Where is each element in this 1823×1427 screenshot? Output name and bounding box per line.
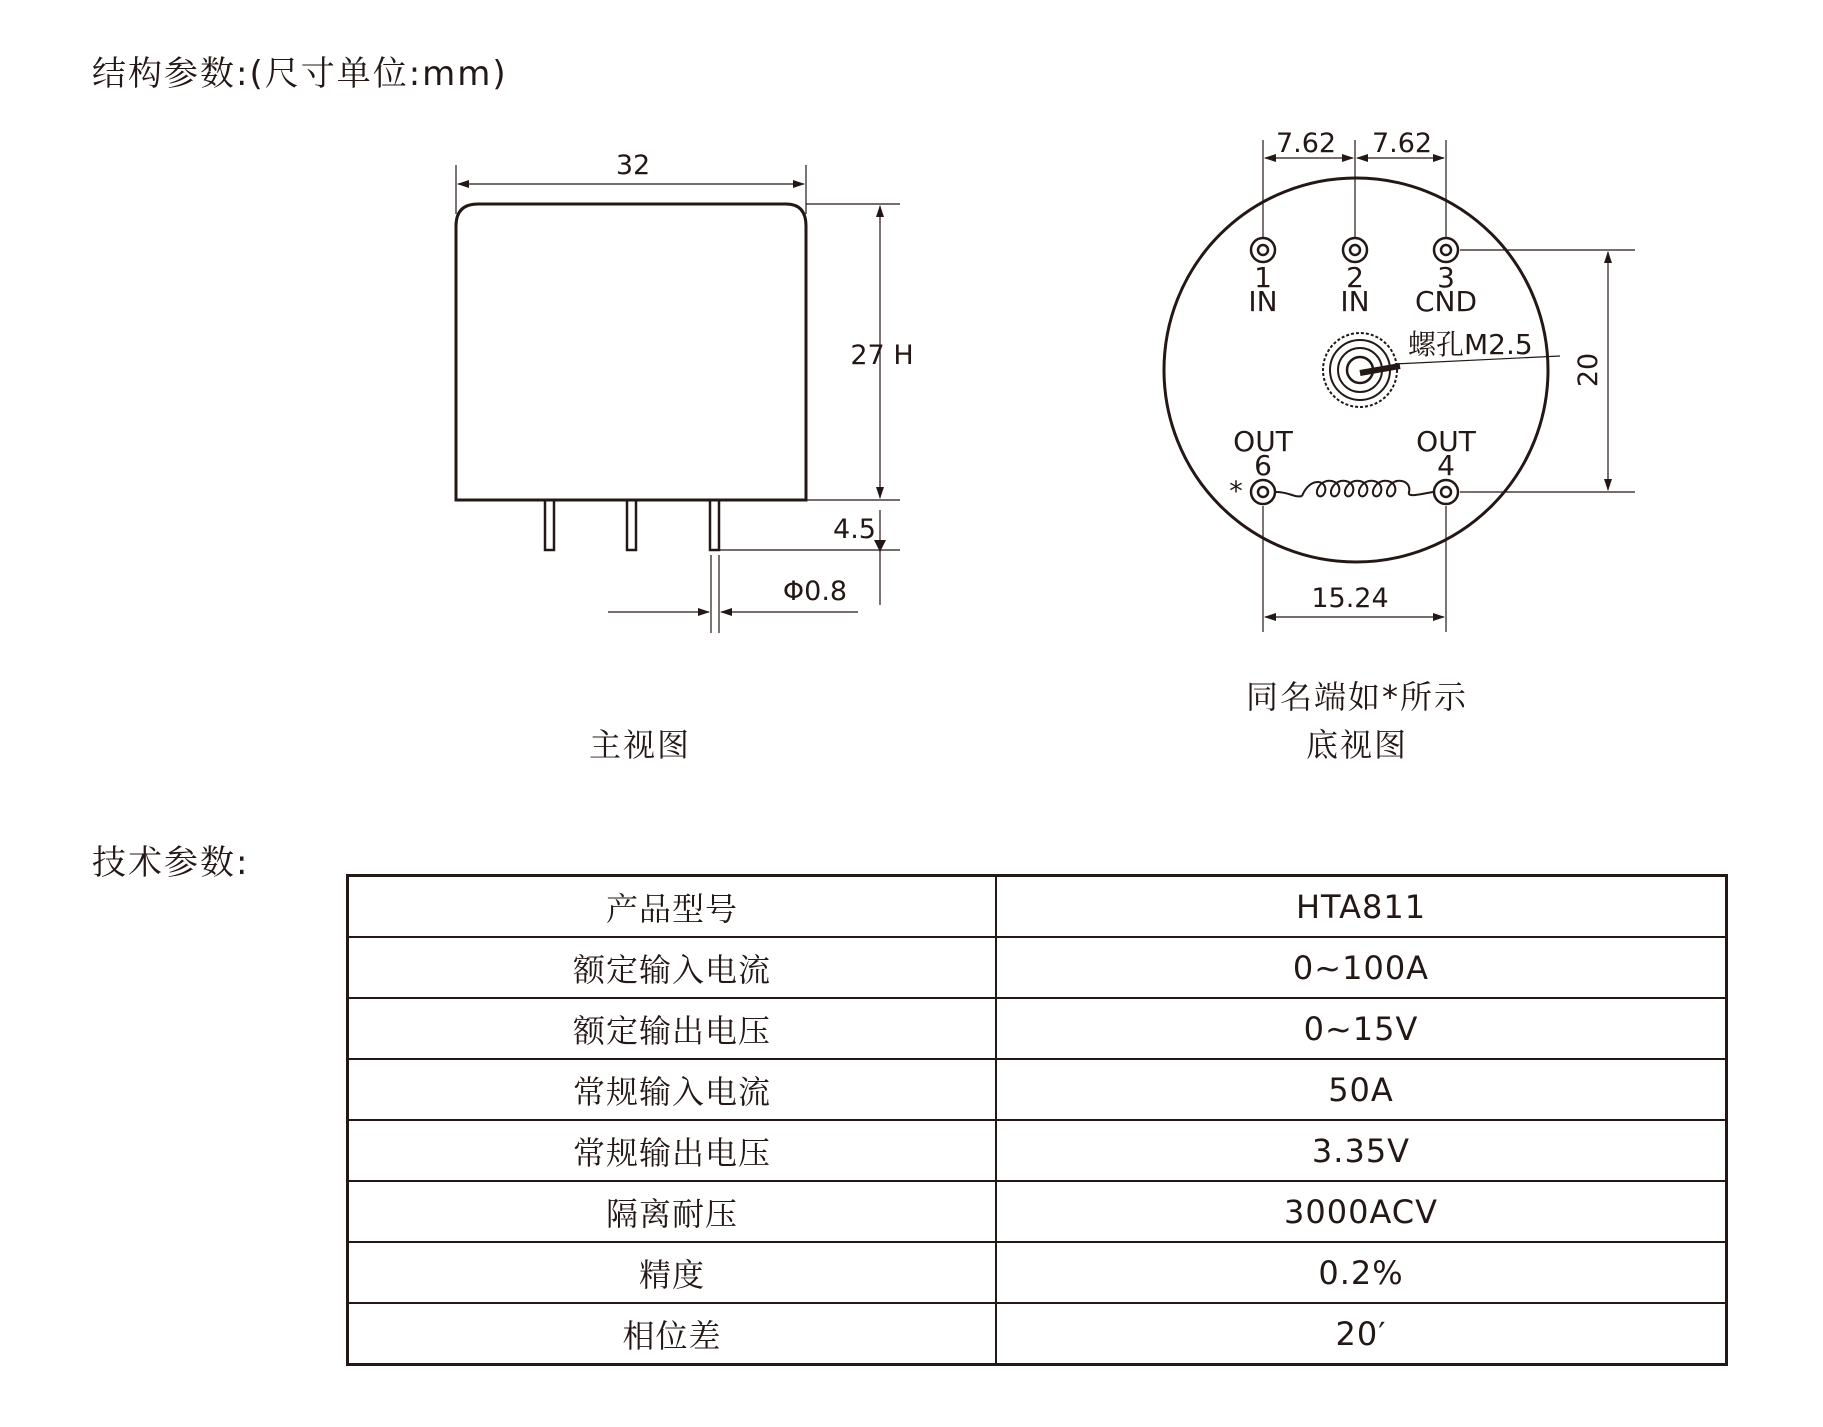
- polarity-mark: *: [1229, 476, 1243, 507]
- pin-4: [1434, 480, 1458, 504]
- pin-diameter-label: Φ0.8: [782, 576, 848, 607]
- pin-2-number: 2: [1346, 261, 1364, 294]
- coil-winding: [1276, 481, 1433, 497]
- pin-2: [1343, 238, 1367, 262]
- screw-hole-label: 螺孔M2.5: [1408, 328, 1533, 361]
- front-view: [456, 165, 900, 633]
- spec-param: 相位差: [348, 1303, 997, 1365]
- pitch-right-label: 7.62: [1371, 128, 1433, 159]
- pitch-left-label: 7.62: [1275, 128, 1337, 159]
- span-dim-label: 15.24: [1311, 583, 1389, 614]
- tech-params-heading: 技术参数:: [92, 843, 250, 883]
- spec-param: 产品型号: [348, 876, 997, 938]
- table-row: [348, 998, 1727, 1059]
- spec-param: 常规输入电流: [348, 1059, 997, 1120]
- spec-value: HTA811: [996, 876, 1727, 938]
- front-pin-left: [545, 500, 554, 550]
- table-row: [348, 937, 1727, 998]
- pin-1-label: IN: [1248, 285, 1278, 318]
- spec-value: 0~15V: [996, 998, 1727, 1059]
- spec-value: 3.35V: [996, 1120, 1727, 1181]
- table-row: [348, 1120, 1727, 1181]
- front-pin-right: [710, 500, 719, 550]
- spec-param: 隔离耐压: [348, 1181, 997, 1242]
- spec-value: 0.2%: [996, 1242, 1727, 1303]
- bottom-view: [1164, 140, 1635, 632]
- pin-3: [1434, 238, 1458, 262]
- pin-3-label: CND: [1414, 285, 1478, 318]
- table-row: [348, 1059, 1727, 1120]
- spec-value: 0~100A: [996, 937, 1727, 998]
- table-row: [348, 1242, 1727, 1303]
- front-pin-middle: [627, 500, 636, 550]
- pin-4-number: 4: [1437, 449, 1455, 482]
- spec-value: 50A: [996, 1059, 1727, 1120]
- bottom-view-caption: 底视图: [1305, 726, 1409, 764]
- structure-params-heading: 结构参数:(尺寸单位:mm): [92, 54, 508, 94]
- front-view-caption: 主视图: [588, 726, 692, 764]
- spec-value: 3000ACV: [996, 1181, 1727, 1242]
- spec-param: 额定输入电流: [348, 937, 997, 998]
- vertical-dim-label: 20: [1573, 352, 1604, 388]
- table-row: [348, 1303, 1727, 1365]
- front-width-label: 32: [615, 150, 651, 181]
- table-row: [348, 876, 1727, 938]
- polarity-note: 同名端如*所示: [1245, 678, 1469, 716]
- spec-param: 常规输出电压: [348, 1120, 997, 1181]
- front-view-body: [456, 204, 806, 500]
- pin-length-label: 4.5: [833, 514, 876, 545]
- pin-2-label: IN: [1340, 285, 1370, 318]
- spec-table: [346, 874, 1728, 1366]
- table-row: [348, 1181, 1727, 1242]
- spec-value: 20′: [996, 1303, 1727, 1365]
- pin-6-label: OUT: [1233, 425, 1293, 458]
- spec-param: 额定输出电压: [348, 998, 997, 1059]
- pin-6-number: 6: [1254, 449, 1272, 482]
- pin-1: [1251, 238, 1275, 262]
- pin-6: [1251, 480, 1275, 504]
- bottom-view-body: [1164, 178, 1548, 562]
- pin-1-number: 1: [1254, 261, 1272, 294]
- screw-leader-line: [1360, 366, 1400, 373]
- spec-param: 精度: [348, 1242, 997, 1303]
- front-height-label: 27 H: [850, 340, 914, 371]
- pin-4-label: OUT: [1416, 425, 1476, 458]
- pin-3-number: 3: [1437, 261, 1455, 294]
